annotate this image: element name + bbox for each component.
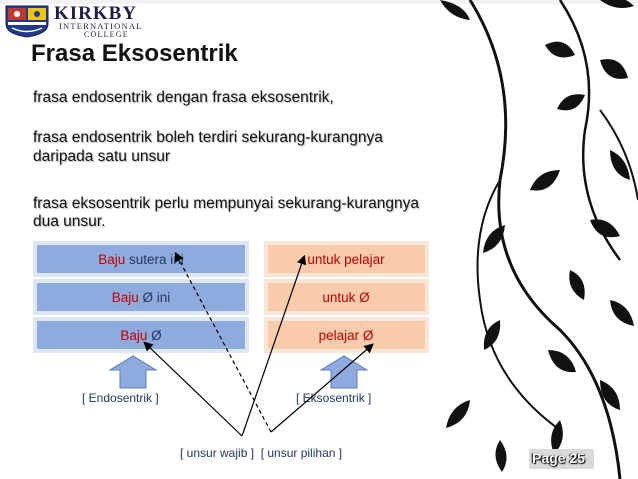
logo-name: KIRKBY: [54, 3, 138, 24]
logo-line-college: COLLEGE: [84, 30, 129, 39]
logo-line-international: INTERNATIONAL: [59, 21, 143, 31]
head-word: Baju: [111, 290, 139, 305]
right-box-text: pelajar Ø: [318, 328, 374, 343]
left-box-text: [120, 328, 162, 343]
left-box-text: [112, 290, 171, 305]
head-word: Baju: [98, 252, 126, 267]
arrow-to-head: [145, 343, 242, 436]
left-box-text: [98, 252, 184, 267]
unsur-label: [ unsur wajib ] [ unsur pilihan ]: [180, 446, 343, 460]
up-arrow-icon: [110, 356, 156, 388]
bullet-text: daripada satu unsur: [33, 148, 171, 165]
modifier-text: Ø: [147, 328, 162, 343]
bullet-text: frasa endosentrik boleh terdiri sekurang-kurangnya: [33, 129, 383, 146]
bullet-text: frasa endosentrik dengan frasa eksosentrik,: [33, 89, 334, 106]
head-word: Baju: [120, 328, 148, 343]
eksosentrik-label: [ Eksosentrik ]: [296, 391, 372, 405]
right-box-text: untuk Ø: [322, 290, 370, 305]
page-number: Page 25: [532, 450, 585, 466]
bullet-text: frasa eksosentrik perlu mempunyai sekurang-kurangnya: [33, 195, 419, 212]
endosentrik-label: [ Endosentrik ]: [82, 391, 159, 405]
modifier-text: Ø ini: [138, 290, 171, 305]
slide-title: Frasa Eksosentrik: [31, 40, 238, 67]
modifier-text: sutera ini: [125, 252, 184, 267]
bullet-text: dua unsur.: [33, 213, 106, 230]
right-box-text: untuk pelajar: [307, 252, 385, 267]
